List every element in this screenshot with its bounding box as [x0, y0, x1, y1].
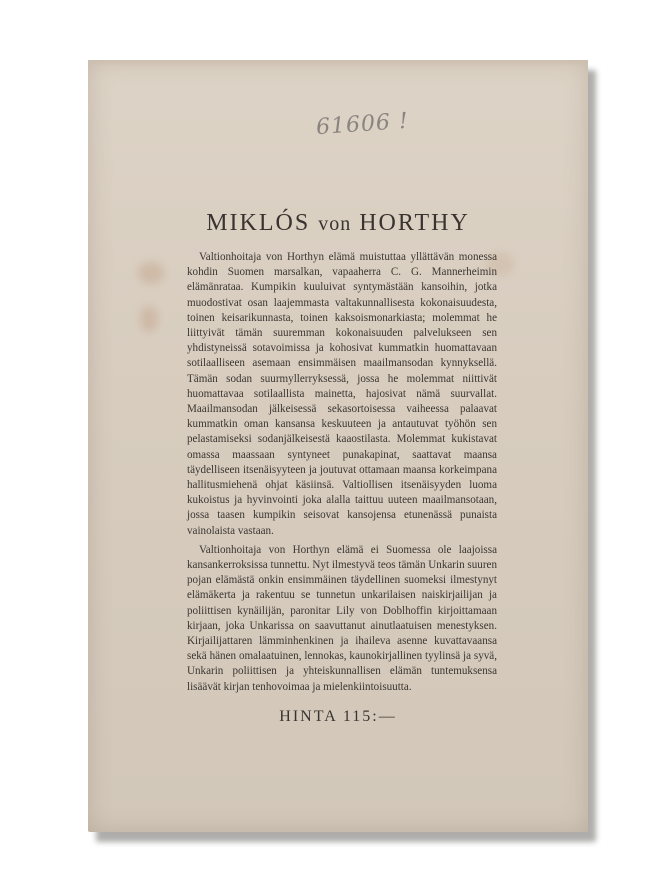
cover-stain: [140, 306, 158, 332]
cover-stain: [138, 262, 164, 284]
blurb-paragraph: Valtionhoitaja von Horthyn elämä muistuttaa yllättävän monessa kohdin Suomen marsalkan, vapaaherra C. G. Mannerheimin elämänrataa. Kumpikin kuuluivat syntymästään kansoihin, jotka muodostivat osan laajemmasta valtakunnallisesta kokonaisuudesta, toinen keisarikunnasta, toinen kaksoismonarkiasta; molemmat he liittyivät tämän suuremman kokonaisuuden palvelukseen sen yhdistyneissä sotavoimissa ja kohosivat kummatkin huomattavaan sotilaalliseen asemaan ensimmäisen maailmansodan kynnyksellä. Tämän sodan suurmyllerryksessä, jossa he molemmat niittivät huomattavaa sotilaallista mainetta, hajosivat nämä suurvallat. Maailmansodan jälkeisessä sekasortoisessa vaiheessa palaavat kummatkin oman kansansa keskuuteen ja antautuvat työhön sen pelastamiseksi sodanjälkeisestä kaaostilasta. Molemmat kukistavat omassa maassaan syntyneet punakapinat, saattavat maansa täydelliseen itsenäisyyteen ja joutuvat ottamaan maansa korkeimpana hallitusmiehenä ohjat käsiinsä. Valtiollisen itsenäisyyden luoma kukoistus ja hyvinvointi joka alalla taittuu uuteen maailmansotaan, jossa taasen kumpikin seisovat kansojensa etunenässä punaista vainolaista vastaan.: [187, 251, 497, 537]
cover-top-edge: [88, 60, 588, 66]
blurb-paragraph: Valtionhoitaja von Horthyn elämä ei Suomessa ole laajoissa kansankerroksissa tunnettu. Nyt ilmestyvä teos tämän Unkarin suuren pojan elämästä onkin ensimmäinen täydellinen suomeksi ilmestynyt elämäkerta ja rakentuu se tunnetun unkarilaisen naiskirjailijan ja poliittisen kynäilijän, paronitar Lily von Doblhoffin kirjoittamaan kirjaan, joka Unkarissa on saavuttanut ainutlaatuisen menestyksen. Kirjailijattaren lämminhenkinen ja ihaileva asenne kuvattavaansa sekä hänen omalaatuinen, lennokas, kaunokirjallinen tyylinsä ja syvä, Unkarin poliittisen ja yhteiskunnallisen elämän tuntemuksensa lisäävät kirjan tenhovoimaa ja mielenkiintoisuutta.: [187, 543, 497, 693]
book-title: [88, 210, 588, 237]
title-von: von: [318, 213, 352, 235]
title-first-name: MIKLÓS: [206, 210, 311, 236]
title-last-name: HORTHY: [359, 210, 470, 236]
handwritten-note: 61606 !: [315, 108, 410, 141]
price-label: HINTA 115:—: [279, 708, 397, 725]
blurb-text: [187, 250, 497, 695]
